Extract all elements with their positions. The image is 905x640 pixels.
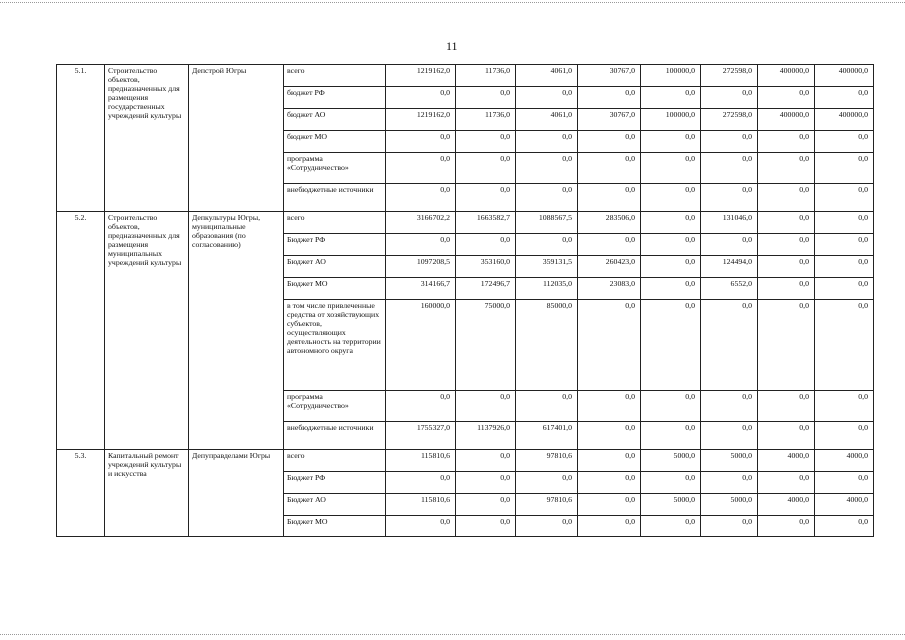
amount-cell: 400000,0 — [815, 65, 874, 87]
funding-source-label: всего — [284, 450, 386, 472]
amount-cell: 0,0 — [701, 391, 758, 422]
amount-cell: 0,0 — [815, 212, 874, 234]
amount-cell: 0,0 — [641, 472, 701, 494]
amount-cell: 0,0 — [641, 153, 701, 184]
amount-cell: 112035,0 — [516, 278, 578, 300]
amount-cell: 0,0 — [758, 234, 815, 256]
amount-cell: 0,0 — [758, 422, 815, 450]
amount-cell: 0,0 — [578, 472, 641, 494]
amount-cell: 11736,0 — [456, 109, 516, 131]
amount-cell: 0,0 — [815, 184, 874, 212]
amount-cell: 11736,0 — [456, 65, 516, 87]
amount-cell: 0,0 — [815, 391, 874, 422]
amount-cell: 160000,0 — [386, 300, 456, 391]
amount-cell: 75000,0 — [456, 300, 516, 391]
section-number: 5.1. — [57, 65, 105, 212]
funding-source-label: программа «Сотрудничество» — [284, 153, 386, 184]
amount-cell: 0,0 — [701, 87, 758, 109]
amount-cell: 3166702,2 — [386, 212, 456, 234]
amount-cell: 0,0 — [641, 300, 701, 391]
funding-source-label: внебюджетные источники — [284, 422, 386, 450]
amount-cell: 0,0 — [641, 391, 701, 422]
amount-cell: 0,0 — [578, 422, 641, 450]
amount-cell: 400000,0 — [758, 65, 815, 87]
funding-source-label: бюджет РФ — [284, 87, 386, 109]
scan-edge-top — [0, 2, 905, 3]
amount-cell: 0,0 — [701, 422, 758, 450]
amount-cell: 0,0 — [456, 450, 516, 472]
amount-cell: 131046,0 — [701, 212, 758, 234]
amount-cell: 0,0 — [758, 300, 815, 391]
amount-cell: 5000,0 — [641, 494, 701, 516]
amount-cell: 124494,0 — [701, 256, 758, 278]
amount-cell: 0,0 — [641, 256, 701, 278]
amount-cell: 6552,0 — [701, 278, 758, 300]
section-name: Строительство объектов, предназначенных для размещения государственных учреждений культуры — [105, 65, 189, 212]
amount-cell: 0,0 — [641, 278, 701, 300]
amount-cell: 0,0 — [758, 516, 815, 537]
amount-cell: 0,0 — [578, 87, 641, 109]
funding-source-label: Бюджет АО — [284, 256, 386, 278]
section-number: 5.3. — [57, 450, 105, 537]
amount-cell: 1219162,0 — [386, 109, 456, 131]
funding-source-label: в том числе привлеченные средства от хозяйствующих субъектов, осуществляющих деятельность на территории автономного округа — [284, 300, 386, 391]
section-name: Строительство объектов, предназначенных для размещения муниципальных учреждений культуры — [105, 212, 189, 450]
amount-cell: 0,0 — [815, 516, 874, 537]
amount-cell: 0,0 — [456, 153, 516, 184]
amount-cell: 0,0 — [456, 184, 516, 212]
amount-cell: 0,0 — [386, 234, 456, 256]
amount-cell: 115810,6 — [386, 494, 456, 516]
amount-cell: 0,0 — [758, 153, 815, 184]
amount-cell: 5000,0 — [641, 450, 701, 472]
amount-cell: 4000,0 — [758, 494, 815, 516]
amount-cell: 617401,0 — [516, 422, 578, 450]
amount-cell: 0,0 — [641, 184, 701, 212]
amount-cell: 0,0 — [815, 278, 874, 300]
amount-cell: 0,0 — [701, 472, 758, 494]
amount-cell: 0,0 — [815, 87, 874, 109]
amount-cell: 400000,0 — [815, 109, 874, 131]
amount-cell: 0,0 — [516, 184, 578, 212]
amount-cell: 272598,0 — [701, 109, 758, 131]
table-row — [57, 65, 874, 87]
amount-cell: 0,0 — [815, 256, 874, 278]
amount-cell: 0,0 — [641, 422, 701, 450]
amount-cell: 0,0 — [456, 87, 516, 109]
amount-cell: 0,0 — [758, 87, 815, 109]
amount-cell: 1663582,7 — [456, 212, 516, 234]
amount-cell: 0,0 — [701, 516, 758, 537]
amount-cell: 1097208,5 — [386, 256, 456, 278]
amount-cell: 0,0 — [758, 256, 815, 278]
amount-cell: 0,0 — [641, 131, 701, 153]
amount-cell: 1755327,0 — [386, 422, 456, 450]
amount-cell: 115810,6 — [386, 450, 456, 472]
section-executor: Депуправделами Югры — [189, 450, 284, 537]
amount-cell: 100000,0 — [641, 65, 701, 87]
amount-cell: 0,0 — [641, 212, 701, 234]
amount-cell: 0,0 — [578, 516, 641, 537]
funding-source-label: Бюджет МО — [284, 516, 386, 537]
amount-cell: 0,0 — [815, 300, 874, 391]
amount-cell: 1088567,5 — [516, 212, 578, 234]
amount-cell: 0,0 — [758, 391, 815, 422]
amount-cell: 0,0 — [641, 87, 701, 109]
amount-cell: 0,0 — [386, 184, 456, 212]
amount-cell: 0,0 — [386, 87, 456, 109]
amount-cell: 283506,0 — [578, 212, 641, 234]
amount-cell: 0,0 — [386, 391, 456, 422]
amount-cell: 0,0 — [758, 212, 815, 234]
amount-cell: 30767,0 — [578, 109, 641, 131]
amount-cell: 0,0 — [516, 391, 578, 422]
amount-cell: 1137926,0 — [456, 422, 516, 450]
funding-source-label: бюджет МО — [284, 131, 386, 153]
amount-cell: 0,0 — [578, 494, 641, 516]
amount-cell: 0,0 — [578, 184, 641, 212]
amount-cell: 0,0 — [815, 234, 874, 256]
amount-cell: 0,0 — [516, 153, 578, 184]
amount-cell: 0,0 — [758, 472, 815, 494]
amount-cell: 0,0 — [456, 131, 516, 153]
page-number: 11 — [446, 39, 458, 53]
amount-cell: 0,0 — [516, 234, 578, 256]
amount-cell: 0,0 — [578, 234, 641, 256]
funding-source-label: всего — [284, 65, 386, 87]
section-executor: Депстрой Югры — [189, 65, 284, 212]
amount-cell: 100000,0 — [641, 109, 701, 131]
amount-cell: 0,0 — [578, 131, 641, 153]
amount-cell: 0,0 — [456, 234, 516, 256]
amount-cell: 0,0 — [641, 516, 701, 537]
amount-cell: 0,0 — [758, 131, 815, 153]
amount-cell: 0,0 — [456, 516, 516, 537]
amount-cell: 314166,7 — [386, 278, 456, 300]
amount-cell: 0,0 — [578, 450, 641, 472]
amount-cell: 5000,0 — [701, 494, 758, 516]
amount-cell: 0,0 — [516, 472, 578, 494]
budget-table — [56, 64, 874, 537]
table-row — [57, 450, 874, 472]
amount-cell: 4061,0 — [516, 65, 578, 87]
amount-cell: 97810,6 — [516, 494, 578, 516]
amount-cell: 0,0 — [516, 87, 578, 109]
scan-edge-bottom — [0, 634, 905, 635]
funding-source-label: внебюджетные источники — [284, 184, 386, 212]
funding-source-label: Бюджет РФ — [284, 472, 386, 494]
amount-cell: 0,0 — [456, 391, 516, 422]
amount-cell: 97810,6 — [516, 450, 578, 472]
section-name: Капитальный ремонт учреждений культуры и искусства — [105, 450, 189, 537]
amount-cell: 0,0 — [815, 472, 874, 494]
amount-cell: 0,0 — [815, 131, 874, 153]
amount-cell: 0,0 — [578, 300, 641, 391]
amount-cell: 0,0 — [701, 300, 758, 391]
amount-cell: 0,0 — [758, 184, 815, 212]
amount-cell: 0,0 — [701, 234, 758, 256]
amount-cell: 0,0 — [641, 234, 701, 256]
amount-cell: 0,0 — [701, 153, 758, 184]
amount-cell: 0,0 — [516, 516, 578, 537]
funding-source-label: Бюджет РФ — [284, 234, 386, 256]
funding-source-label: всего — [284, 212, 386, 234]
amount-cell: 0,0 — [815, 153, 874, 184]
amount-cell: 0,0 — [516, 131, 578, 153]
table-row — [57, 212, 874, 234]
amount-cell: 4000,0 — [815, 450, 874, 472]
amount-cell: 260423,0 — [578, 256, 641, 278]
funding-source-label: Бюджет АО — [284, 494, 386, 516]
amount-cell: 0,0 — [701, 131, 758, 153]
amount-cell: 4061,0 — [516, 109, 578, 131]
amount-cell: 1219162,0 — [386, 65, 456, 87]
amount-cell: 4000,0 — [758, 450, 815, 472]
amount-cell: 0,0 — [701, 184, 758, 212]
amount-cell: 0,0 — [578, 153, 641, 184]
funding-source-label: программа «Сотрудничество» — [284, 391, 386, 422]
amount-cell: 5000,0 — [701, 450, 758, 472]
amount-cell: 172496,7 — [456, 278, 516, 300]
amount-cell: 359131,5 — [516, 256, 578, 278]
amount-cell: 0,0 — [815, 422, 874, 450]
section-executor: Депкультуры Югры, муниципальные образования (по согласованию) — [189, 212, 284, 450]
amount-cell: 85000,0 — [516, 300, 578, 391]
amount-cell: 0,0 — [456, 494, 516, 516]
section-number: 5.2. — [57, 212, 105, 450]
amount-cell: 0,0 — [456, 472, 516, 494]
amount-cell: 353160,0 — [456, 256, 516, 278]
amount-cell: 4000,0 — [815, 494, 874, 516]
funding-source-label: Бюджет МО — [284, 278, 386, 300]
amount-cell: 0,0 — [386, 472, 456, 494]
amount-cell: 272598,0 — [701, 65, 758, 87]
amount-cell: 0,0 — [386, 516, 456, 537]
funding-source-label: бюджет АО — [284, 109, 386, 131]
amount-cell: 0,0 — [578, 391, 641, 422]
amount-cell: 30767,0 — [578, 65, 641, 87]
amount-cell: 0,0 — [386, 131, 456, 153]
amount-cell: 23083,0 — [578, 278, 641, 300]
amount-cell: 0,0 — [758, 278, 815, 300]
amount-cell: 400000,0 — [758, 109, 815, 131]
amount-cell: 0,0 — [386, 153, 456, 184]
